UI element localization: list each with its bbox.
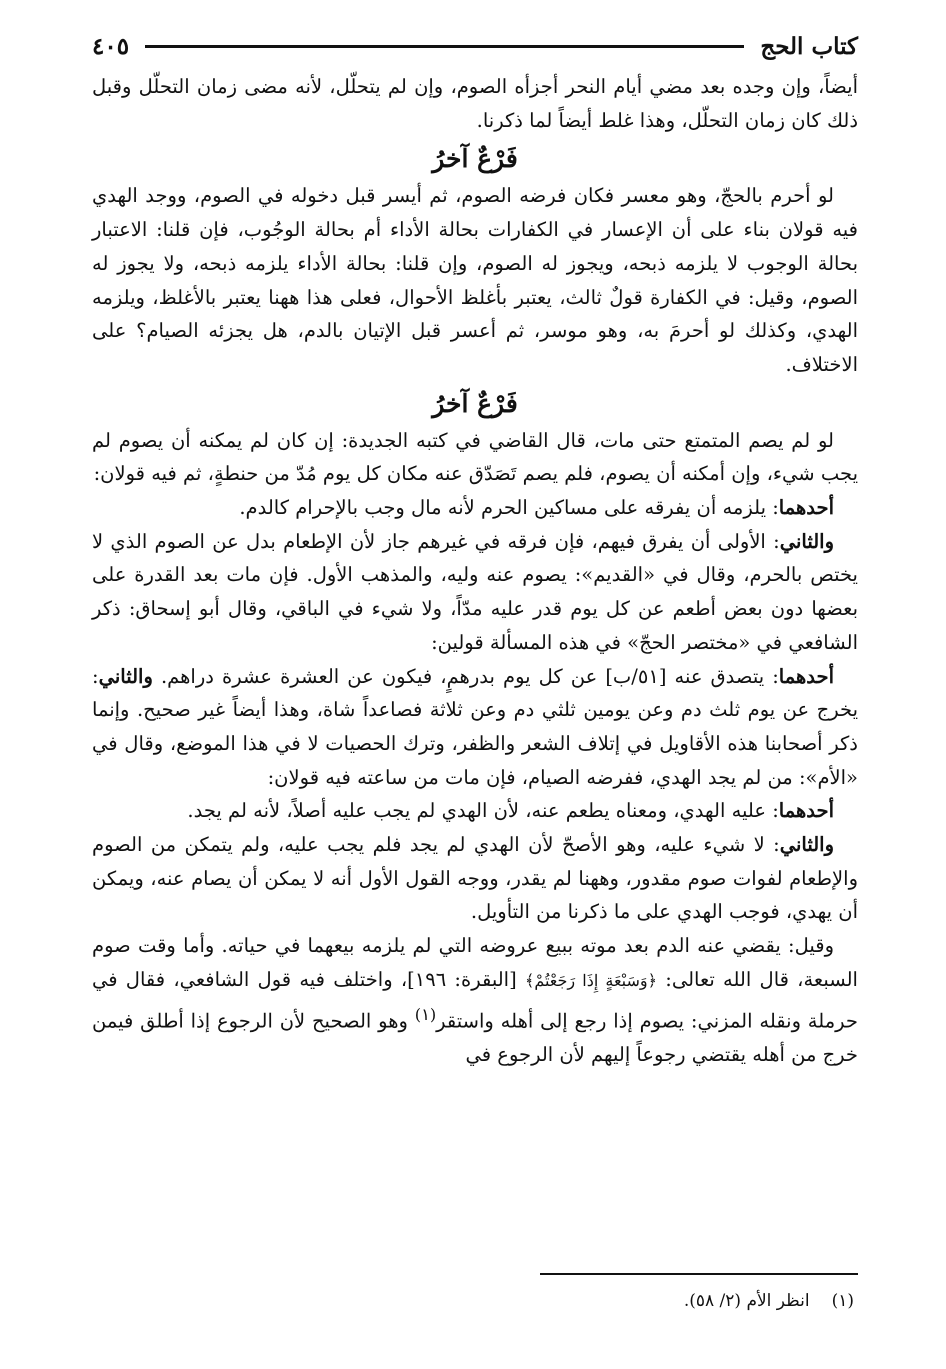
paragraph-text: : يخرج عن يوم ثلث دم وعن يومين ثلثي دم وعن ثلاثة فصاعداً شاة، وهذا أيضاً غير صحيح. وإنما ذكر أصحابنا هذه الأقاويل في إتلاف الشعر والظفر، وترك الحصيات لا في هذا الموضع، وقال في «الأم»: من لم يجد الهدي، ففرضه الصيام، فإن مات من ساعته فيه قولان: bbox=[92, 664, 858, 789]
opinion-label: أحدهما bbox=[778, 664, 834, 688]
book-title: كتاب الحج bbox=[760, 32, 858, 60]
paragraph bbox=[92, 929, 858, 1071]
footnote-number: (١) bbox=[831, 1291, 854, 1311]
paragraph-text: : يتصدق عنه [٥١/ب] عن كل يوم بدرهمٍ، فيكون عن العشرة عشرة دراهم. bbox=[152, 664, 779, 688]
opinion-label: أحدهما bbox=[778, 496, 834, 520]
paragraph bbox=[92, 525, 858, 660]
paragraph-text: : لا شيء عليه، وهو الأصحّ لأن الهدي لم يجد فلم يجب عليه، ولم يتمكن من الصوم والإطعام لفوات صوم مقدور، وههنا لم يقدر، ووجه القول الأول أنه لا يمكن أن يصام عنه، ويمكن أن يهدي، فوجب الهدي على ما ذكرنا من التأويل. bbox=[92, 833, 858, 924]
header-rule bbox=[145, 45, 744, 48]
opinion-label: والثاني bbox=[98, 664, 153, 688]
paragraph bbox=[92, 794, 858, 828]
footnote bbox=[92, 1288, 854, 1314]
quran-quote: ﴿وَسَبْعَةٍ إِذَا رَجَعْتُمْ﴾ bbox=[524, 970, 658, 990]
page-body bbox=[92, 70, 858, 1071]
opinion-label: والثاني bbox=[779, 529, 834, 553]
section-heading: فَرْعٌ آخرُ bbox=[432, 144, 518, 174]
paragraph bbox=[92, 828, 858, 929]
running-header bbox=[92, 26, 858, 66]
paragraph bbox=[92, 660, 858, 795]
paragraph-text: : يلزمه أن يفرقه على مساكين الحرم لأنه مال وجب بالإحرام كالدم. bbox=[239, 496, 779, 520]
footnote-text: انظر الأم (٢/ ٥٨). bbox=[683, 1291, 810, 1311]
paragraph: لو لم يصم المتمتع حتى مات، قال القاضي في كتبه الجديدة: إن كان لم يمكنه أن يصوم لم يجب شيء، وإن أمكنه أن يصوم، فلم يصم تَصَدّق عنه مكان كل يوم مُدّ من حنطةٍ، ثم فيه قولان: bbox=[92, 428, 858, 486]
section-heading: فَرْعٌ آخرُ bbox=[432, 388, 518, 418]
opinion-label: أحدهما bbox=[778, 799, 834, 823]
paragraph-text: وهو الصحيح لأن الرجوع إذا أطلق فيمن خرج من أهله يقتضي رجوعاً إليهم لأن الرجوع في bbox=[92, 1009, 858, 1066]
paragraph: لو أحرم بالحجّ، وهو معسر فكان فرضه الصوم، ثم أيسر قبل دخوله في الصوم، ووجد الهدي فيه قولان بناء على أن الإعسار في الكفارات بحالة الأداء أم بحالة الوجُوب، فإن قلنا: الاعتبار بحالة الوجوب لا يلزمه ذبحه، ويجوز له الصوم، وإن قلنا: بحالة الأداء يلزمه ذبحه، ولا يجوز له الصوم، وقيل: في الكفارة قولٌ ثالث، يعتبر بأغلظ الأحوال، فعلى هذا ههنا يعتبر بالأغلظ، ويلزمه الهدي، وكذلك لو أحرمَ به، وهو موسر، ثم أعسر قبل الإتيان بالدم، هل يجزئه الصيام؟ على الاختلاف. bbox=[92, 184, 858, 376]
paragraph: أيضاً، وإن وجده بعد مضي أيام النحر أجزأه الصوم، وإن لم يتحلّل، لأنه مضى زمان التحلّل وقبل ذلك كان زمان التحلّل، وهذا غلط أيضاً لما ذكرنا. bbox=[92, 75, 858, 132]
footnote-reference[interactable]: (١) bbox=[414, 1004, 437, 1024]
page-number: ٤٠٥ bbox=[92, 32, 130, 60]
paragraph-text: [البقرة: ١٩٦]، واختلف فيه قول الشافعي، فقال في حرملة ونقله المزني: يصوم إذا رجع إلى أهله واستقر bbox=[92, 967, 858, 1033]
paragraph-text: : عليه الهدي، ومعناه يطعم عنه، لأن الهدي لم يجب عليه أصلاً، لأنه لم يجد. bbox=[187, 799, 779, 823]
paragraph bbox=[92, 491, 858, 525]
footnote-divider bbox=[540, 1273, 858, 1275]
paragraph-text: : الأولى أن يفرق فيهم، فإن فرقه في غيرهم جاز لأن الإطعام بدل عن الصوم الذي لا يختص بالحرم، وقال في «القديم»: يصوم عنه وليه، والمذهب الأول. فإن مات بعد القدرة على بعضها دون بعض أطعم عن كل يوم قدر عليه مدّاً، ولا شيء في الباقي، وقال أبو إسحاق: ذكر الشافعي في «مختصر الحجّ» في هذه المسألة قولين: bbox=[92, 529, 858, 654]
opinion-label: والثاني bbox=[779, 833, 834, 857]
paragraph-text: وقيل: يقضي عنه الدم بعد موته ببيع عروضه التي لم يلزمه بيعهما في حياته. وأما وقت صوم السبعة، قال الله تعالى: bbox=[92, 934, 858, 991]
